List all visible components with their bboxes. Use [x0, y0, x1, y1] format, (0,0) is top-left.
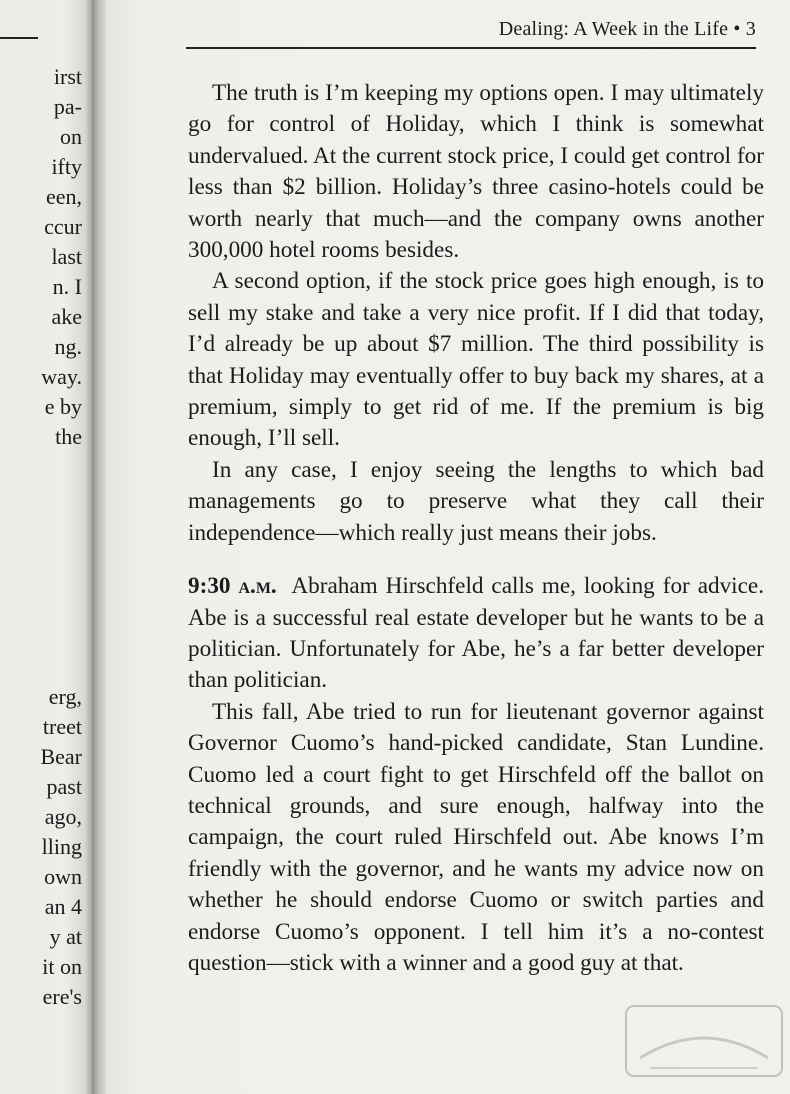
paragraph: A second option, if the stock price goes high enough, is to sell my stake and take a very nice profit. If I did that today, I’d already be up about $7 million. The third possibility is that Holiday may eventually offer to buy back my shares, at a premium, simply to get rid of me. If the premium is big enough, I’ll sell. — [188, 268, 764, 452]
entry-time: 9:30 — [188, 573, 231, 600]
line-fragment: een, — [45, 184, 82, 209]
previous-page-fragments-bottom — [40, 682, 82, 1012]
line-fragment: ifty — [51, 154, 82, 179]
running-head-title: Dealing: A Week in the Life • 3 — [498, 18, 756, 40]
line-fragment: lling — [41, 834, 82, 859]
line-fragment: way. — [41, 364, 82, 389]
previous-page-fragments-top — [41, 62, 82, 452]
line-fragment: on — [60, 124, 82, 149]
previous-page-rule — [0, 37, 38, 39]
paragraph: The truth is I’m keeping my options open. I may ultimately go for control of Holiday, which I think is somewhat undervalued. At the current stock price, I could get control for less than $2 billion. Holiday’s three casino-hotels could be worth nearly that much—and the company owns another 300,000 hotel rooms besides. — [188, 80, 764, 264]
line-fragment: the — [55, 424, 82, 449]
running-head — [186, 18, 756, 49]
line-fragment: ere's — [42, 984, 82, 1009]
line-fragment: it on — [42, 954, 82, 979]
line-fragment: ake — [51, 304, 82, 329]
previous-page — [0, 0, 92, 1094]
body-text — [188, 78, 764, 979]
line-fragment: an 4 — [44, 894, 82, 919]
line-fragment: treet — [42, 714, 82, 739]
section-break — [188, 549, 764, 571]
line-fragment: pa- — [53, 94, 82, 119]
entry-ampm: a.m. — [238, 573, 277, 600]
line-fragment: ng. — [54, 334, 82, 359]
paragraph: In any case, I enjoy seeing the lengths to which bad managements go to preserve what they call their independence—which really just means their jobs. — [188, 456, 764, 546]
line-fragment: own — [44, 864, 82, 889]
line-fragment: ago, — [44, 804, 82, 829]
line-fragment: e by — [44, 394, 82, 419]
line-fragment: erg, — [48, 684, 82, 709]
line-fragment: last — [51, 244, 82, 269]
line-fragment: y at — [49, 924, 82, 949]
line-fragment: irst — [53, 64, 82, 89]
line-fragment: past — [46, 774, 82, 799]
current-page — [106, 0, 790, 1094]
diary-entry — [188, 571, 764, 697]
line-fragment: Bear — [40, 744, 82, 769]
entry-text: Abraham Hirschfeld calls me, looking for advice. Abe is a successful real estate developer but he wants to be a politician. Unfortunately for Abe, he’s a far better developer than politician. — [188, 573, 765, 694]
line-fragment: ccur — [44, 214, 82, 239]
seal-watermark-icon — [620, 998, 788, 1088]
line-fragment: n. I — [52, 274, 82, 299]
paragraph: This fall, Abe tried to run for lieutenant governor against Governor Cuomo’s hand-picked candidate, Stan Lundine. Cuomo led a court fight to get Hirschfeld off the ballot on technical grounds, and sure enough, halfway into the campaign, the court ruled Hirschfeld out. Abe knows I’m friendly with the governor, and he wants my advice now on whether he should endorse Cuomo or switch parties and endorse Cuomo’s opponent. I tell him it’s a no-contest question—stick with a winner and a good guy at that. — [188, 698, 764, 976]
book-gutter — [92, 0, 106, 1094]
